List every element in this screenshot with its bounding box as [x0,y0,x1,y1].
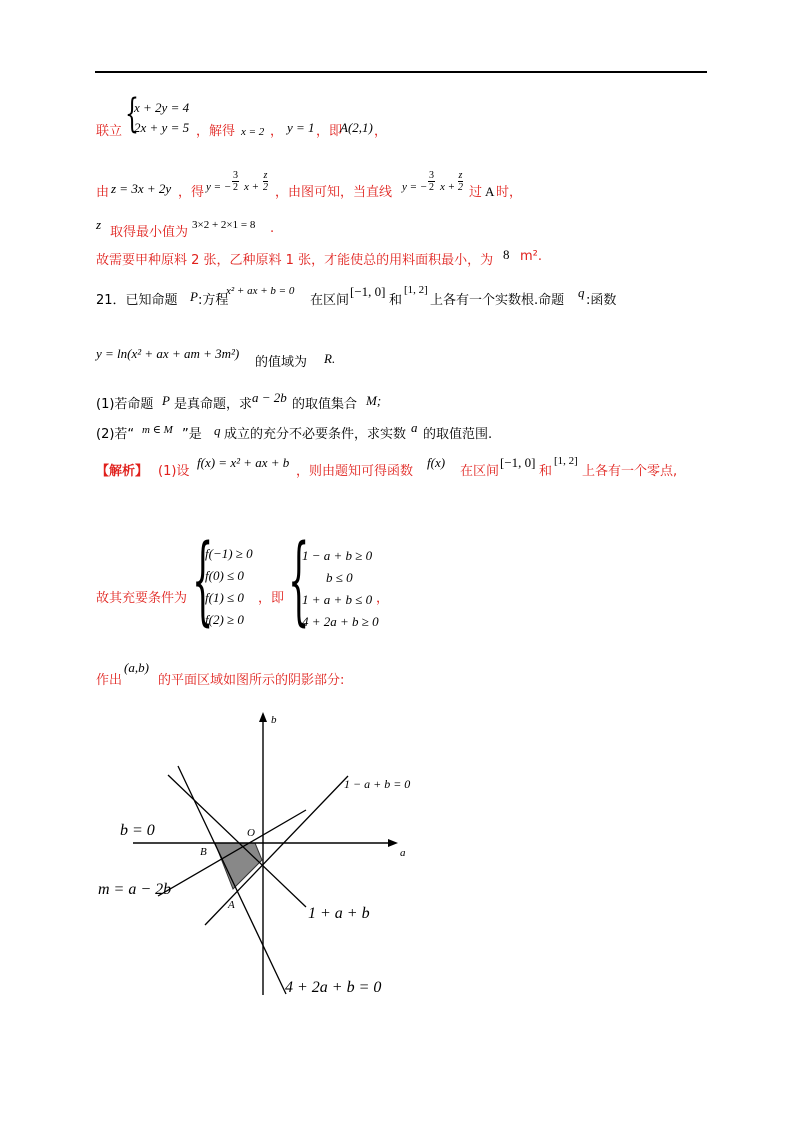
label-1-minus-a-plus-b: 1 − a + b = 0 [344,777,411,791]
q21-interval-lead: 在区间 [310,293,350,308]
line2-get: ，得 [178,185,205,200]
part1-lead: (1)若命题 [96,397,154,412]
line2-when: 时， [496,185,523,200]
cond-c2: f(0) ≤ 0 [205,568,244,583]
sol-mid: ，则由题知可得函数 [296,464,414,479]
q21-num: 21．已知命题 [96,293,178,308]
line2-pass: 过 [469,185,483,200]
line2-frac1-num: 3 [233,170,238,181]
a-axis-arrow [388,839,398,847]
line1-x-val: x = 2 [241,126,265,138]
part1-tail: 的取值集合 [292,397,358,412]
line2-from-fig: ，由图可知，当直线 [275,185,393,200]
line3-end: . [270,221,275,236]
cond-lead: 故其充要条件为 [96,591,188,606]
q21-tail2: :函数 [586,293,617,308]
part2-mid: ”是 [182,427,202,442]
line1-lead: 联立 [96,124,123,139]
sol-interval2: [1, 2] [554,455,578,467]
line2-frac1-den: 2 [233,182,238,193]
label-1-plus-a-plus-b: 1 + a + b [308,905,370,922]
q21-eq-lead: :方程 [198,293,229,308]
line1-sys-row1: x + 2y = 4 [134,100,190,115]
cond-c1: f(−1) ≥ 0 [205,546,253,561]
q21-R: R. [324,351,336,366]
line1-sep: ， [270,124,284,139]
q21-eq: x² + ax + b = 0 [226,285,295,297]
cond-mid: ，即 [258,591,285,606]
q21-function: y = ln(x² + ax + am + 3m²) [96,346,240,361]
q21-interval2: [1, 2] [404,284,428,296]
part2-a: a [411,420,418,435]
q21-q: q [578,285,585,300]
line1-mid: ，解得 [196,124,236,139]
part2-tail2: 的取值范围. [423,427,493,442]
sol-f: f(x) = x² + ax + b [197,455,290,470]
sol-interval-lead: 在区间 [460,464,500,479]
line2-y-eq2: y = − [402,181,428,193]
line1-point: A(2,1) [340,120,373,135]
cond-c3: f(1) ≤ 0 [205,590,244,605]
cond-d3: 1 + a + b ≤ 0 [302,592,373,607]
q21-and: 和 [389,293,403,308]
line2-x-plus2: x + [440,181,456,193]
line1-end: ， [374,124,388,139]
cond-brace2: { [288,524,310,636]
line1-sys-row2: 2x + y = 5 [134,120,190,135]
part2-q: q [214,423,221,438]
sol-tail: 上各有一个零点, [582,464,678,479]
label-b-eq-0: b = 0 [120,822,155,839]
line2-frac3-num: 3 [429,170,434,181]
line3-expr: 3×2 + 2×1 = 8 [192,219,256,231]
q21-range-text: 的值域为 [255,355,308,370]
sol-and: 和 [539,464,553,479]
line2-y-eq: y = − [206,181,232,193]
line2-z-expr: z = 3x + 2y [111,181,172,196]
part1-expr: a − 2b [252,390,287,405]
cond-d2: b ≤ 0 [326,570,353,585]
line4-val: 8 [503,247,510,262]
q21-interval1: [−1, 0] [350,284,386,299]
cond-c4: f(2) ≥ 0 [205,612,244,627]
cond-d4: 4 + 2a + b ≥ 0 [302,614,379,629]
part2-tail: 成立的充分不必要条件，求实数 [224,427,407,442]
sol-interval1: [−1, 0] [500,455,536,470]
cond-brace1: { [192,524,214,636]
line3-text: 取得最小值为 [110,225,189,240]
axis-b-label: b [271,714,277,726]
q21-P: P [190,289,198,304]
line4-text: 故需要甲种原料 2 张，乙种原料 1 张，才能使总的用料面积最小，为 [96,253,494,268]
line2-frac4-num: z [458,170,463,181]
point-B-label: B [200,846,207,858]
sol-lead: (1)设 [158,464,190,479]
line2-frac2-den: 2 [263,182,268,193]
q21-tail: 上各有一个实数根.命题 [430,293,565,308]
origin-label: O [247,827,255,839]
part2-lead: (2)若“ [96,427,135,442]
sol-tag: 【解析】 [96,464,149,479]
line2-A: A [485,184,495,199]
line1-y-val: y = 1 [287,120,315,135]
part2-expr: m ∈ M [142,424,173,436]
part1-mid: 是真命题，求 [174,397,253,412]
draw-lead: 作出 [96,673,123,688]
cond-d1: 1 − a + b ≥ 0 [302,548,373,563]
part1-P: P [162,393,170,408]
line1-brace: { [125,91,139,137]
sol-fx: f(x) [427,455,446,470]
cond-end: ， [376,591,390,606]
label-4-plus-2a-plus-b: 4 + 2a + b = 0 [285,979,382,996]
draw-ab: (a,b) [124,660,149,675]
line3-z: z [96,217,102,232]
line2-x-plus: x + [244,181,260,193]
line2-frac2-num: z [263,170,268,181]
draw-tail: 的平面区域如图所示的阴影部分: [158,673,345,688]
line1-then: ，即 [316,124,343,139]
b-axis-arrow [259,712,267,722]
axis-a-label: a [400,847,406,859]
label-m-eq: m = a − 2b [98,881,172,898]
line4-unit: m². [520,249,543,264]
point-A-label: A [228,899,235,911]
line2-frac3-den: 2 [429,182,434,193]
line2-lead: 由 [96,185,110,200]
line2-frac4-den: 2 [458,182,463,193]
part1-M: M; [366,393,382,408]
